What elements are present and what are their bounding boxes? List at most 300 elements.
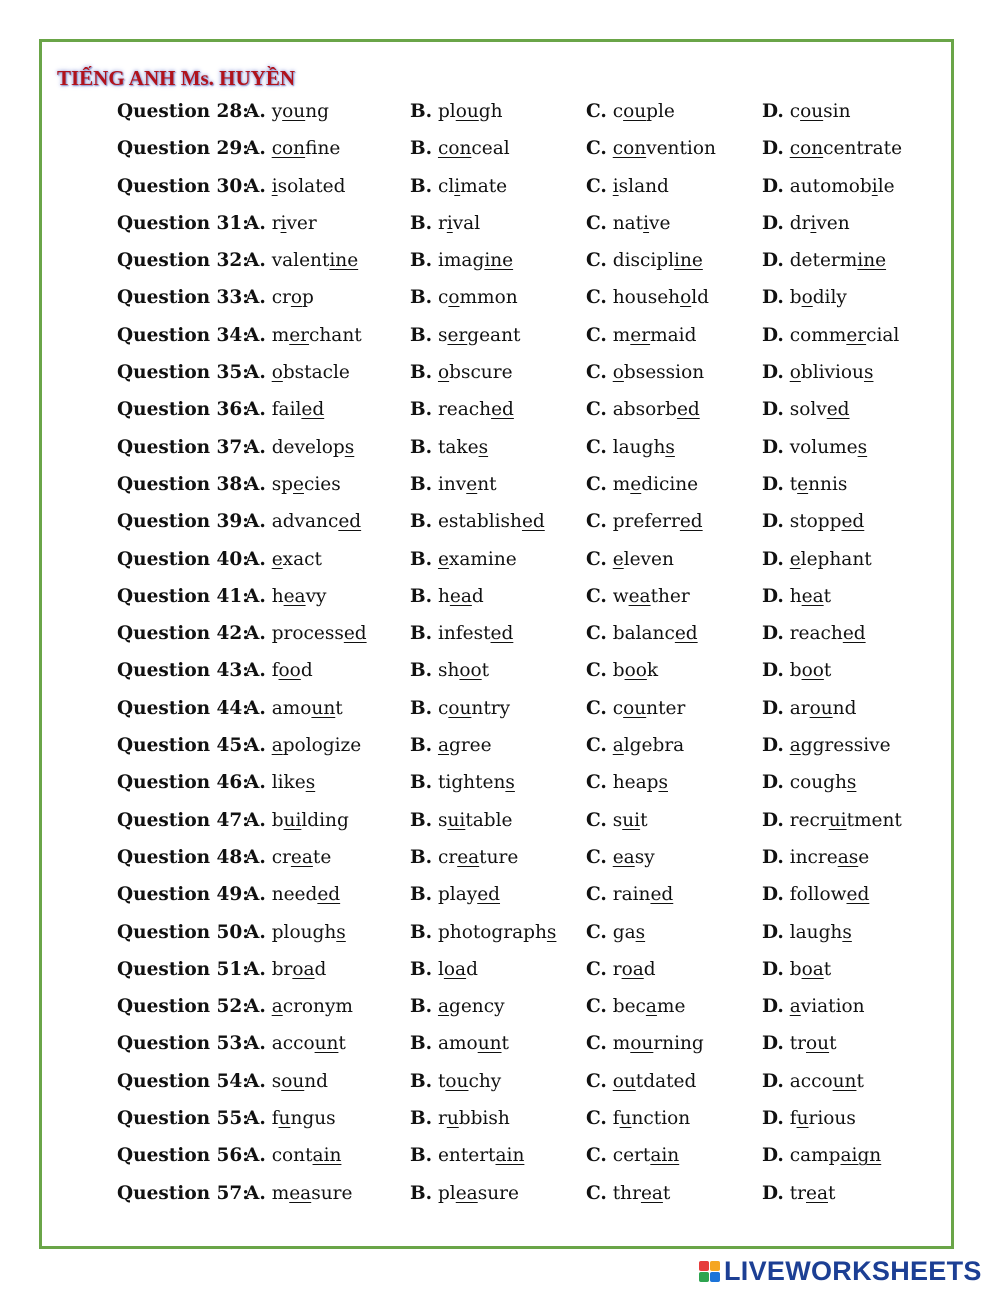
- option-letter: C.: [586, 287, 607, 309]
- answer-option-c: [586, 1025, 704, 1062]
- answer-option-b: [410, 578, 484, 615]
- answer-option-c: [586, 876, 673, 913]
- answer-option-b: [410, 615, 513, 652]
- option-word: heaps: [612, 772, 668, 794]
- question-label: Question 36:: [117, 399, 250, 421]
- answer-option-c: [586, 652, 658, 689]
- option-word: road: [612, 958, 656, 980]
- question-row: [0, 391, 1000, 428]
- option-letter: D.: [762, 1145, 784, 1167]
- option-word: food: [271, 660, 313, 682]
- option-letter: C.: [586, 846, 607, 868]
- option-word: balanced: [612, 623, 698, 645]
- option-letter: B.: [410, 1033, 433, 1055]
- option-word: suitable: [437, 809, 513, 831]
- option-letter: D.: [762, 996, 784, 1018]
- option-letter: B.: [410, 884, 433, 906]
- option-letter: A.: [245, 1033, 266, 1055]
- option-letter: A.: [245, 958, 266, 980]
- option-word: commercial: [789, 324, 900, 346]
- option-word: cousin: [789, 101, 851, 122]
- option-letter: B.: [410, 846, 433, 868]
- answer-option-b: [410, 391, 514, 428]
- option-letter: B.: [410, 735, 433, 757]
- option-letter: A.: [245, 623, 266, 645]
- option-word: head: [437, 585, 484, 607]
- option-letter: D.: [762, 921, 784, 943]
- question-row: [0, 578, 1000, 615]
- question-label: Question 28:: [117, 101, 250, 122]
- answer-option-d: [762, 839, 869, 876]
- answer-option-a: [245, 1137, 341, 1174]
- question-label: Question 41:: [117, 585, 250, 607]
- option-word: exact: [271, 548, 322, 570]
- answer-option-c: [586, 317, 696, 354]
- question-row: [0, 1137, 1000, 1174]
- option-word: obstacle: [271, 362, 350, 384]
- option-letter: C.: [586, 1145, 607, 1167]
- option-letter: A.: [245, 1070, 266, 1092]
- option-letter: A.: [245, 697, 266, 719]
- option-letter: D.: [762, 772, 784, 794]
- option-letter: C.: [586, 473, 607, 495]
- answer-option-d: [762, 1175, 835, 1212]
- option-word: account: [789, 1070, 864, 1092]
- answer-option-c: [586, 951, 656, 988]
- option-letter: D.: [762, 884, 784, 906]
- question-row: [0, 279, 1000, 316]
- option-letter: C.: [586, 996, 607, 1018]
- option-word: boot: [789, 660, 832, 682]
- option-letter: D.: [762, 175, 784, 197]
- question-row: [0, 914, 1000, 951]
- option-word: country: [437, 697, 511, 719]
- option-letter: B.: [410, 772, 433, 794]
- option-word: rained: [612, 884, 674, 906]
- option-word: solved: [789, 399, 850, 421]
- option-letter: B.: [410, 287, 433, 309]
- option-word: algebra: [612, 735, 685, 757]
- answer-option-b: [410, 354, 513, 391]
- question-row: [0, 615, 1000, 652]
- answer-option-d: [762, 1025, 837, 1062]
- answer-option-d: [762, 1137, 881, 1174]
- option-word: easy: [612, 846, 655, 868]
- option-letter: B.: [410, 921, 433, 943]
- answer-option-a: [245, 652, 313, 689]
- answer-option-b: [410, 93, 503, 130]
- question-label: Question 42:: [117, 623, 250, 645]
- option-word: building: [271, 809, 349, 831]
- answer-option-a: [245, 242, 358, 279]
- option-word: campaign: [789, 1145, 882, 1167]
- option-letter: B.: [410, 250, 433, 272]
- option-word: determine: [789, 250, 887, 272]
- option-letter: A.: [245, 138, 266, 160]
- question-row: [0, 354, 1000, 391]
- answer-option-b: [410, 1137, 524, 1174]
- option-letter: A.: [245, 735, 266, 757]
- question-label: Question 49:: [117, 884, 250, 906]
- option-word: reached: [789, 623, 866, 645]
- answer-option-a: [245, 168, 345, 205]
- option-word: species: [271, 473, 341, 495]
- answer-option-b: [410, 541, 517, 578]
- option-word: touchy: [437, 1070, 502, 1092]
- question-row: [0, 93, 1000, 130]
- option-word: imagine: [437, 250, 514, 272]
- option-letter: D.: [762, 250, 784, 272]
- answer-option-d: [762, 168, 895, 205]
- question-row: [0, 690, 1000, 727]
- option-letter: A.: [245, 1145, 266, 1167]
- question-label: Question 51:: [117, 958, 250, 980]
- answer-option-d: [762, 242, 886, 279]
- answer-option-b: [410, 429, 488, 466]
- answer-option-c: [586, 802, 648, 839]
- option-letter: B.: [410, 436, 433, 458]
- option-letter: D.: [762, 212, 784, 234]
- option-letter: C.: [586, 250, 607, 272]
- answer-option-b: [410, 839, 518, 876]
- option-letter: C.: [586, 1033, 607, 1055]
- option-word: mermaid: [612, 324, 697, 346]
- option-word: increase: [789, 846, 870, 868]
- answer-option-b: [410, 727, 492, 764]
- option-word: pleasure: [437, 1182, 519, 1204]
- question-label: Question 47:: [117, 809, 250, 831]
- option-word: certain: [612, 1145, 680, 1167]
- option-letter: B.: [410, 473, 433, 495]
- answer-option-a: [245, 1100, 336, 1137]
- answer-option-a: [245, 205, 317, 242]
- option-word: broad: [271, 958, 327, 980]
- option-letter: C.: [586, 623, 607, 645]
- option-letter: B.: [410, 138, 433, 160]
- answer-option-a: [245, 317, 362, 354]
- option-letter: A.: [245, 996, 266, 1018]
- answer-option-c: [586, 391, 700, 428]
- option-word: develops: [271, 436, 355, 458]
- answer-option-a: [245, 130, 340, 167]
- option-word: convention: [612, 138, 716, 160]
- question-label: Question 31:: [117, 212, 250, 234]
- option-letter: D.: [762, 1182, 784, 1204]
- option-word: treat: [789, 1182, 836, 1204]
- question-label: Question 44:: [117, 697, 250, 719]
- answer-option-a: [245, 839, 331, 876]
- option-letter: A.: [245, 399, 266, 421]
- option-letter: C.: [586, 1108, 607, 1130]
- option-letter: D.: [762, 138, 784, 160]
- option-word: preferred: [612, 511, 703, 533]
- option-word: advanced: [271, 511, 362, 533]
- question-row: [0, 727, 1000, 764]
- answer-option-d: [762, 951, 831, 988]
- answer-option-c: [586, 1137, 679, 1174]
- question-label: Question 40:: [117, 548, 250, 570]
- option-letter: D.: [762, 548, 784, 570]
- answer-option-a: [245, 802, 349, 839]
- option-letter: A.: [245, 585, 266, 607]
- option-word: rubbish: [437, 1108, 510, 1130]
- option-letter: A.: [245, 921, 266, 943]
- option-word: threat: [612, 1182, 671, 1204]
- option-letter: C.: [586, 921, 607, 943]
- answer-option-b: [410, 242, 513, 279]
- option-letter: D.: [762, 660, 784, 682]
- option-word: boat: [789, 958, 832, 980]
- question-label: Question 57:: [117, 1182, 250, 1204]
- question-row: [0, 429, 1000, 466]
- option-letter: B.: [410, 1108, 433, 1130]
- option-word: load: [437, 958, 478, 980]
- option-letter: B.: [410, 1182, 433, 1204]
- question-row: [0, 130, 1000, 167]
- option-letter: C.: [586, 1070, 607, 1092]
- question-row: [0, 988, 1000, 1025]
- option-letter: A.: [245, 287, 266, 309]
- answer-option-a: [245, 988, 353, 1025]
- option-word: coughs: [789, 772, 857, 794]
- question-label: Question 32:: [117, 250, 250, 272]
- option-word: likes: [271, 772, 316, 794]
- option-letter: B.: [410, 660, 433, 682]
- question-label: Question 50:: [117, 921, 250, 943]
- answer-option-d: [762, 130, 902, 167]
- option-letter: C.: [586, 324, 607, 346]
- logo-text: LIVEWORKSHEETS: [724, 1255, 982, 1286]
- option-word: tennis: [789, 473, 848, 495]
- question-row: [0, 242, 1000, 279]
- question-row: [0, 168, 1000, 205]
- question-label: Question 55:: [117, 1108, 250, 1130]
- question-label: Question 37:: [117, 436, 250, 458]
- answer-option-d: [762, 1063, 864, 1100]
- answer-option-a: [245, 93, 329, 130]
- answer-option-c: [586, 764, 668, 801]
- option-letter: C.: [586, 585, 607, 607]
- option-letter: D.: [762, 1108, 784, 1130]
- option-letter: C.: [586, 511, 607, 533]
- option-letter: D.: [762, 958, 784, 980]
- option-word: medicine: [612, 473, 699, 495]
- option-word: elephant: [789, 548, 872, 570]
- option-word: suit: [612, 809, 648, 831]
- answer-option-a: [245, 1063, 328, 1100]
- option-letter: B.: [410, 399, 433, 421]
- option-letter: B.: [410, 101, 433, 122]
- option-letter: C.: [586, 175, 607, 197]
- option-word: infested: [437, 623, 514, 645]
- answer-option-b: [410, 317, 520, 354]
- question-label: Question 45:: [117, 735, 250, 757]
- option-word: entertain: [437, 1145, 525, 1167]
- option-letter: A.: [245, 436, 266, 458]
- option-letter: A.: [245, 250, 266, 272]
- option-word: aviation: [789, 996, 865, 1018]
- answer-option-b: [410, 914, 556, 951]
- option-word: weather: [612, 585, 690, 607]
- answer-option-b: [410, 876, 500, 913]
- option-letter: A.: [245, 101, 266, 122]
- question-label: Question 29:: [117, 138, 250, 160]
- question-label: Question 54:: [117, 1070, 250, 1092]
- answer-option-b: [410, 764, 515, 801]
- answer-option-a: [245, 391, 324, 428]
- option-word: obscure: [437, 362, 513, 384]
- answer-option-b: [410, 1100, 510, 1137]
- answer-option-c: [586, 279, 709, 316]
- answer-option-d: [762, 764, 856, 801]
- answer-option-a: [245, 951, 326, 988]
- answer-option-d: [762, 93, 850, 130]
- option-word: established: [437, 511, 545, 533]
- question-row: [0, 802, 1000, 839]
- option-letter: B.: [410, 697, 433, 719]
- answer-option-a: [245, 578, 327, 615]
- option-letter: A.: [245, 362, 266, 384]
- option-letter: C.: [586, 138, 607, 160]
- answer-option-c: [586, 727, 684, 764]
- answer-option-a: [245, 541, 322, 578]
- option-letter: D.: [762, 1070, 784, 1092]
- question-row: [0, 839, 1000, 876]
- answer-option-b: [410, 130, 510, 167]
- option-letter: D.: [762, 735, 784, 757]
- option-letter: B.: [410, 585, 433, 607]
- option-word: conceal: [437, 138, 510, 160]
- option-word: automobile: [789, 175, 895, 197]
- answer-option-b: [410, 988, 505, 1025]
- answer-option-b: [410, 652, 489, 689]
- option-letter: A.: [245, 846, 266, 868]
- option-word: trout: [789, 1033, 837, 1055]
- option-word: contain: [271, 1145, 342, 1167]
- option-word: needed: [271, 884, 341, 906]
- option-letter: B.: [410, 212, 433, 234]
- option-word: around: [789, 697, 857, 719]
- answer-option-d: [762, 914, 852, 951]
- option-word: counter: [612, 697, 686, 719]
- option-word: island: [612, 175, 669, 197]
- option-word: rival: [437, 212, 481, 234]
- option-word: sound: [271, 1070, 329, 1092]
- answer-option-c: [586, 168, 669, 205]
- option-word: valentine: [271, 250, 359, 272]
- option-word: fungus: [271, 1108, 336, 1130]
- question-label: Question 39:: [117, 511, 250, 533]
- question-label: Question 56:: [117, 1145, 250, 1167]
- option-word: driven: [789, 212, 850, 234]
- question-label: Question 30:: [117, 175, 250, 197]
- option-letter: D.: [762, 623, 784, 645]
- liveworksheets-logo: [699, 1255, 982, 1287]
- option-letter: B.: [410, 175, 433, 197]
- answer-option-d: [762, 503, 864, 540]
- option-word: invent: [437, 473, 497, 495]
- option-word: discipline: [612, 250, 703, 272]
- option-word: outdated: [612, 1070, 697, 1092]
- answer-option-d: [762, 205, 850, 242]
- option-letter: D.: [762, 697, 784, 719]
- answer-option-d: [762, 391, 850, 428]
- option-word: isolated: [271, 175, 346, 197]
- option-word: obsession: [612, 362, 705, 384]
- answer-option-c: [586, 93, 675, 130]
- option-letter: B.: [410, 1145, 433, 1167]
- option-letter: C.: [586, 884, 607, 906]
- answer-option-d: [762, 876, 869, 913]
- option-letter: B.: [410, 511, 433, 533]
- answer-option-a: [245, 503, 361, 540]
- answer-option-a: [245, 876, 340, 913]
- option-word: followed: [789, 884, 870, 906]
- option-letter: C.: [586, 399, 607, 421]
- option-letter: B.: [410, 958, 433, 980]
- option-word: native: [612, 212, 671, 234]
- question-row: [0, 1175, 1000, 1212]
- question-label: Question 43:: [117, 660, 250, 682]
- option-letter: B.: [410, 324, 433, 346]
- answer-option-c: [586, 205, 670, 242]
- answer-option-c: [586, 130, 716, 167]
- option-letter: D.: [762, 287, 784, 309]
- option-word: gas: [612, 921, 646, 943]
- logo-block: [699, 1272, 709, 1282]
- option-letter: B.: [410, 362, 433, 384]
- logo-blocks-icon: [699, 1261, 720, 1282]
- answer-option-c: [586, 1175, 670, 1212]
- logo-block: [710, 1272, 720, 1282]
- option-letter: D.: [762, 399, 784, 421]
- answer-option-b: [410, 503, 545, 540]
- answer-option-b: [410, 951, 478, 988]
- question-row: [0, 503, 1000, 540]
- option-word: ploughs: [271, 921, 346, 943]
- option-word: mourning: [612, 1033, 704, 1055]
- question-row: [0, 652, 1000, 689]
- question-label: Question 46:: [117, 772, 250, 794]
- answer-option-c: [586, 503, 703, 540]
- answer-option-a: [245, 354, 350, 391]
- option-word: create: [271, 846, 332, 868]
- option-letter: D.: [762, 473, 784, 495]
- option-letter: C.: [586, 436, 607, 458]
- option-word: crop: [271, 287, 314, 309]
- option-letter: C.: [586, 212, 607, 234]
- option-word: apologize: [271, 735, 362, 757]
- answer-option-d: [762, 1100, 856, 1137]
- option-word: takes: [437, 436, 489, 458]
- answer-option-b: [410, 690, 510, 727]
- option-word: laughs: [789, 921, 852, 943]
- question-label: Question 52:: [117, 996, 250, 1018]
- option-letter: D.: [762, 511, 784, 533]
- question-row: [0, 466, 1000, 503]
- option-letter: A.: [245, 772, 266, 794]
- option-word: photographs: [437, 921, 557, 943]
- option-letter: A.: [245, 809, 266, 831]
- option-word: river: [271, 212, 317, 234]
- option-letter: D.: [762, 585, 784, 607]
- option-word: measure: [271, 1182, 353, 1204]
- option-word: heavy: [271, 585, 327, 607]
- option-letter: A.: [245, 212, 266, 234]
- option-letter: B.: [410, 1070, 433, 1092]
- option-word: merchant: [271, 324, 362, 346]
- worksheet-title: TIẾNG ANH Ms. HUYỀN: [57, 66, 296, 90]
